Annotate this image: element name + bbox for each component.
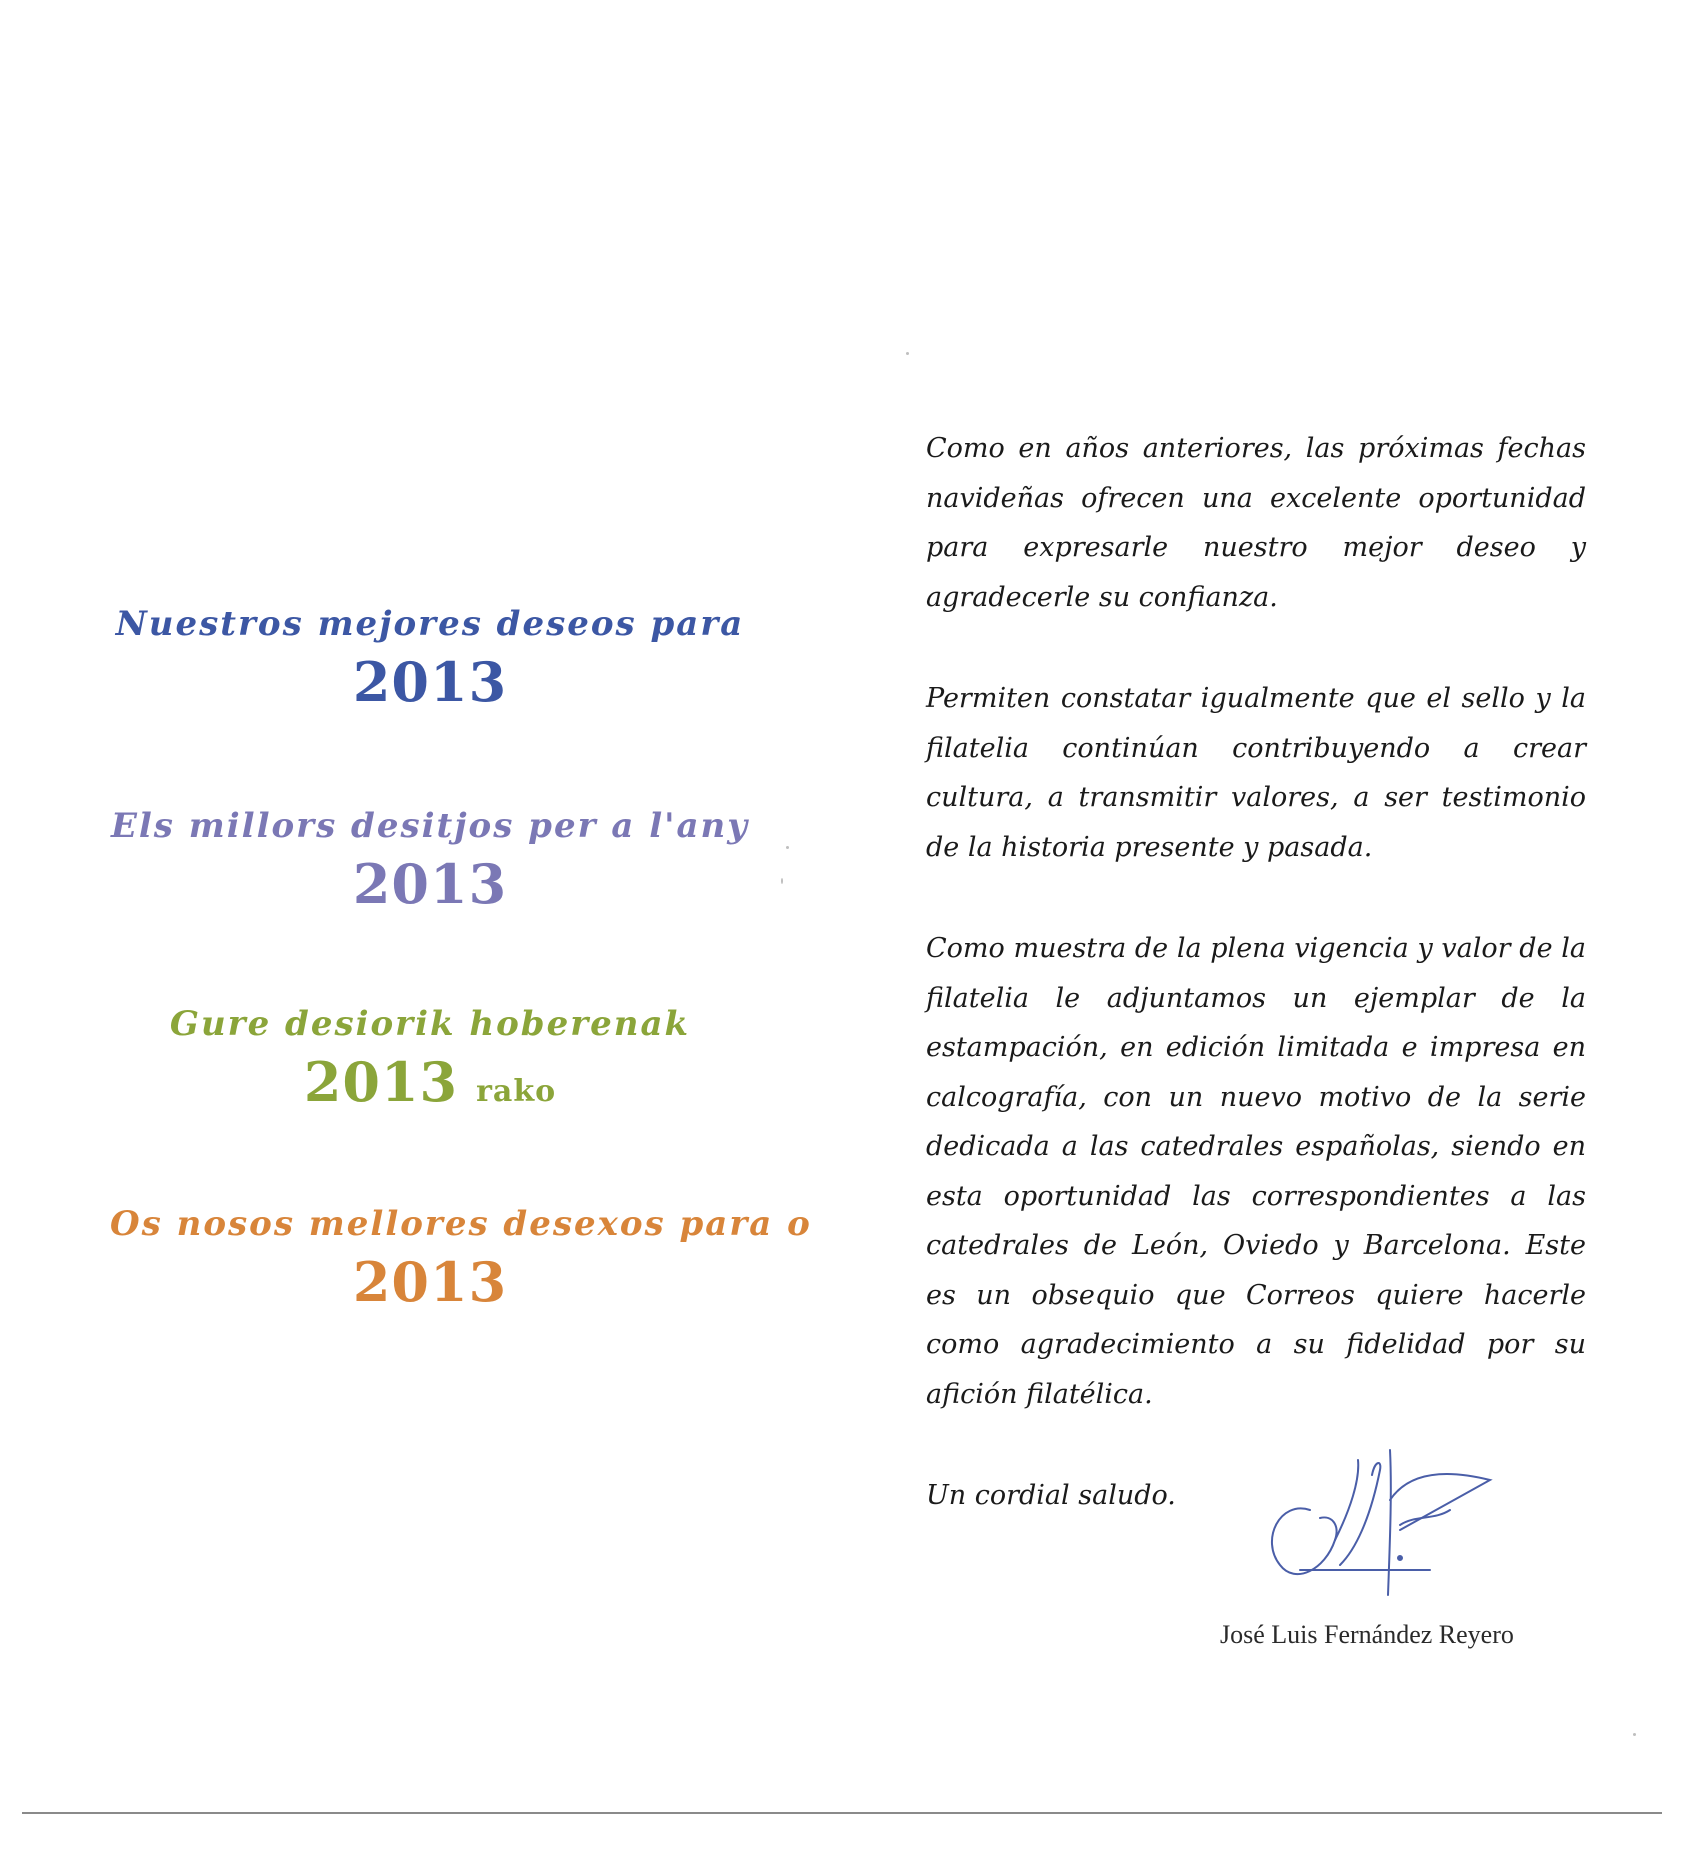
greeting-year: 2013 — [352, 852, 508, 916]
greeting-line: Gure desiorik hoberenak — [169, 1004, 691, 1044]
greeting-year: 2013 — [352, 1250, 508, 1314]
signer-name: José Luis Fernández Reyero — [1220, 1620, 1514, 1649]
greeting-year: 2013 — [352, 650, 508, 714]
greeting-catalan — [110, 802, 750, 918]
paper-speck — [906, 352, 909, 355]
page-edge-rule — [22, 1812, 1662, 1814]
letter-paragraph: Como muestra de la plena vigencia y valor de la filatelia le adjuntamos un ejemplar de la estampación, en edición limitada e impresa en calcografía, con un nuevo motivo de la serie dedicada a las catedrales españolas, siendo en esta oportunidad las correspondientes a las catedrales de León, Oviedo y Barcelona. Este es un obsequio que Correos quiere hacerle como agradecimiento a su fidelidad por su afición filatélica. — [926, 933, 1586, 1410]
greeting-year: 2013 rako — [303, 1050, 557, 1114]
greeting-line: Os nosos mellores desexos para o — [110, 1204, 812, 1244]
greeting-galician — [110, 1200, 812, 1316]
paper-speck — [781, 878, 783, 884]
letter-paragraph: Como en años anteriores, las próximas fechas navideñas ofrecen una excelente oportunidad para expresarle nuestro mejor deseo y agradecerle su confianza. — [926, 433, 1586, 613]
greeting-spanish — [110, 600, 750, 716]
paper-speck — [786, 846, 789, 849]
letter-body — [926, 424, 1586, 1573]
letter-closing: Un cordial saludo. — [926, 1480, 1176, 1511]
handwritten-signature — [1240, 1430, 1500, 1600]
greeting-line: Nuestros mejores deseos para — [115, 604, 745, 644]
letter-paragraph: Permiten constatar igualmente que el sello y la filatelia continúan contribuyendo a crear cultura, a transmitir valores, a ser testimonio de la historia presente y pasada. — [926, 683, 1586, 863]
paper-speck — [1633, 1733, 1636, 1736]
greeting-basque — [110, 1000, 750, 1126]
greeting-line: Els millors desitjos per a l'any — [110, 806, 750, 846]
greeting-suffix: rako — [476, 1074, 557, 1109]
